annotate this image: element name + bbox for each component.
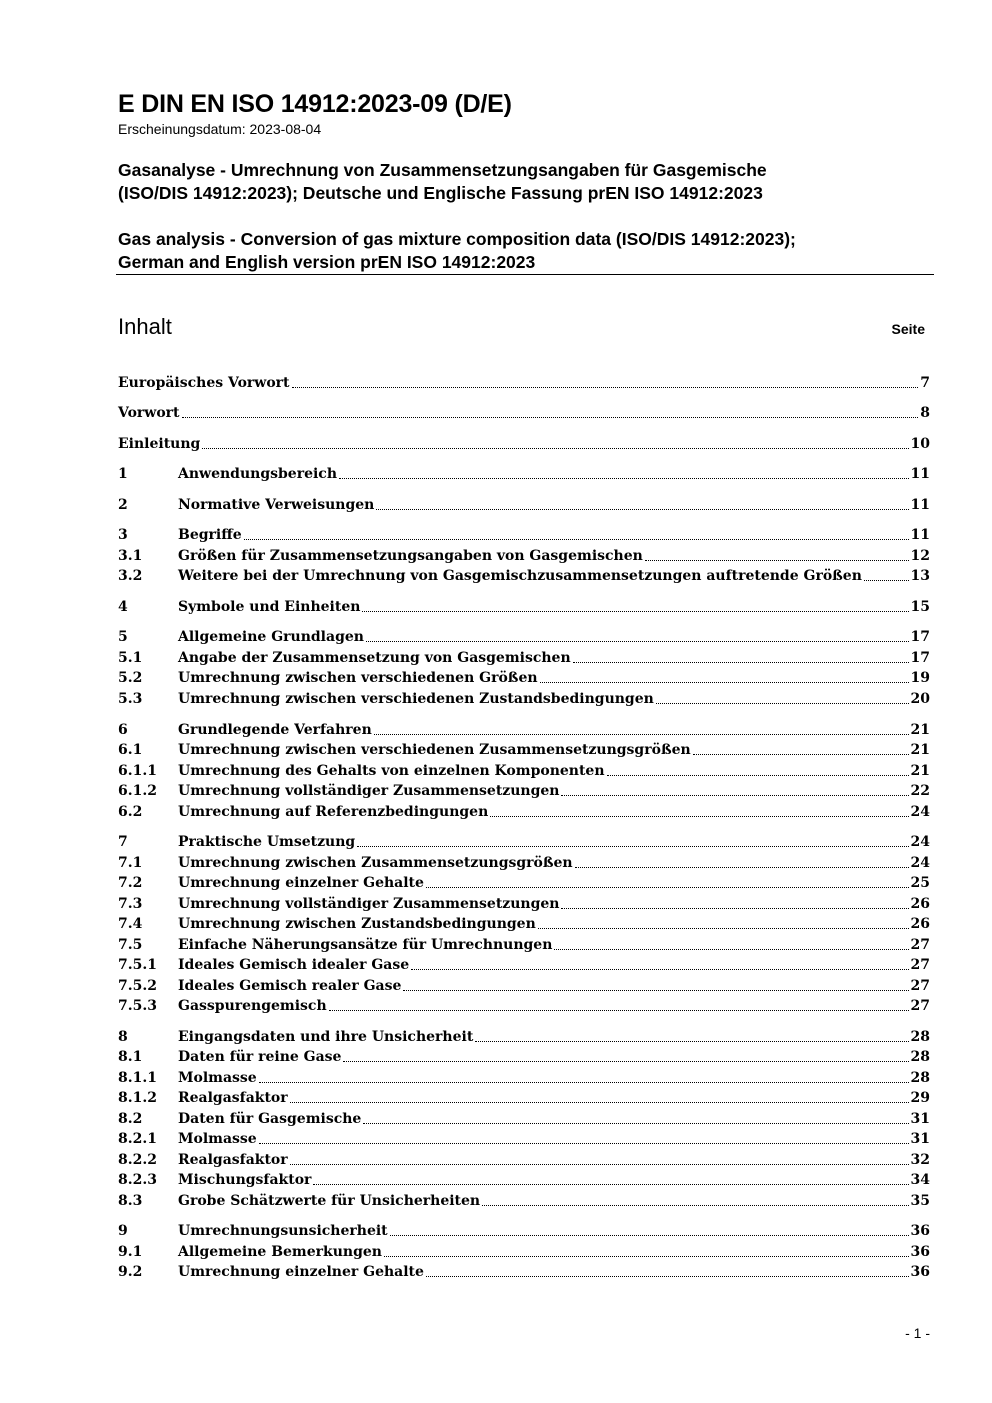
toc-entry-label: Weitere bei der Umrechnung von Gasgemischzusammensetzungen auftretende Größen	[178, 568, 862, 584]
toc-entry[interactable]	[118, 995, 930, 1015]
toc-entry-label: Allgemeine Bemerkungen	[178, 1244, 382, 1260]
toc-entry-number: 8.3	[118, 1193, 143, 1209]
toc-entry-number: 8.2.1	[118, 1131, 157, 1147]
toc-entry-number: 5	[118, 629, 128, 645]
toc-dot-leader	[561, 908, 908, 909]
toc-entry-label: Eingangsdaten und ihre Unsicherheit	[178, 1029, 474, 1045]
toc-entry[interactable]	[118, 1026, 930, 1046]
toc-entry[interactable]	[118, 524, 930, 544]
toc-entry[interactable]	[118, 402, 930, 422]
toc-entry-label: Umrechnungsunsicherheit	[178, 1223, 388, 1239]
toc-entry-number: 8.2.3	[118, 1172, 157, 1188]
toc-dot-leader	[357, 846, 908, 847]
toc-entry-number: 7.3	[118, 896, 143, 912]
toc-dot-leader	[343, 1061, 908, 1062]
toc-dot-leader	[329, 1010, 909, 1011]
toc-entry-page: 27	[910, 937, 930, 953]
toc-dot-leader	[182, 417, 919, 418]
toc-entry-label: Umrechnung zwischen Zusammensetzungsgrößen	[178, 855, 573, 871]
toc-page-label: Seite	[891, 321, 925, 337]
title-german-line-1: Gasanalyse - Umrechnung von Zusammensetzungsangaben für Gasgemische	[118, 160, 767, 180]
toc-dot-leader	[482, 1205, 908, 1206]
toc-entry[interactable]	[118, 852, 930, 872]
toc-entry-number: 7.5.2	[118, 978, 157, 994]
toc-entry[interactable]	[118, 719, 930, 739]
toc-entry-page: 21	[910, 722, 930, 738]
toc-heading: Inhalt	[118, 314, 172, 339]
toc-entry[interactable]	[118, 934, 930, 954]
toc-entry-number: 8.1.1	[118, 1070, 157, 1086]
toc-dot-leader	[366, 641, 909, 642]
toc-entry[interactable]	[118, 1169, 930, 1189]
toc-entry-number: 7	[118, 834, 128, 850]
toc-dot-leader	[693, 754, 909, 755]
toc-entry-label: Umrechnung vollständiger Zusammensetzungen	[178, 896, 560, 912]
toc-entry-label: Ideales Gemisch realer Gase	[178, 978, 402, 994]
toc-dot-leader	[561, 795, 908, 796]
toc-entry-number: 3	[118, 527, 128, 543]
toc-entry-number: 6.1	[118, 742, 143, 758]
toc-dot-leader	[645, 560, 909, 561]
toc-entry-number: 8.2.2	[118, 1152, 157, 1168]
toc-entry-number: 7.5.1	[118, 957, 157, 973]
toc-entry-page: 26	[910, 916, 930, 932]
toc-entry-label: Daten für Gasgemische	[178, 1111, 362, 1127]
toc-entry-page: 36	[910, 1244, 930, 1260]
toc-entry-page: 27	[910, 978, 930, 994]
toc-dot-leader	[339, 478, 909, 479]
toc-entry-label: Umrechnung vollständiger Zusammensetzungen	[178, 783, 560, 799]
toc-entry-page: 27	[910, 957, 930, 973]
toc-dot-leader	[573, 662, 909, 663]
toc-entry-page: 7	[920, 375, 930, 391]
toc-entry-label: Umrechnung zwischen verschiedenen Zustandsbedingungen	[178, 691, 654, 707]
toc-entry[interactable]	[118, 372, 930, 392]
toc-entry-number: 8.1.2	[118, 1090, 157, 1106]
toc-entry-number: 2	[118, 497, 128, 513]
toc-entry-page: 28	[910, 1049, 930, 1065]
toc-entry-page: 21	[910, 742, 930, 758]
toc-entry-label: Mischungsfaktor	[178, 1172, 312, 1188]
toc-entry[interactable]	[118, 913, 930, 933]
toc-entry-number: 7.5	[118, 937, 143, 953]
toc-entry[interactable]	[118, 565, 930, 585]
toc-entry-page: 10	[910, 436, 930, 452]
toc-dot-leader	[376, 509, 908, 510]
toc-entry-number: 3.1	[118, 548, 143, 564]
toc-entry-label: Europäisches Vorwort	[118, 375, 290, 391]
toc-entry-number: 7.1	[118, 855, 143, 871]
toc-entry-page: 20	[910, 691, 930, 707]
toc-entry[interactable]	[118, 831, 930, 851]
title-english-line-1: Gas analysis - Conversion of gas mixture composition data (ISO/DIS 14912:2023);	[118, 229, 796, 249]
toc-entry-number: 8.1	[118, 1049, 143, 1065]
toc-entry-label: Grobe Schätzwerte für Unsicherheiten	[178, 1193, 481, 1209]
title-german-line-2: (ISO/DIS 14912:2023); Deutsche und Englische Fassung prEN ISO 14912:2023	[118, 183, 763, 203]
toc-dot-leader	[607, 775, 909, 776]
toc-entry-number: 8	[118, 1029, 128, 1045]
toc-entry-number: 9.1	[118, 1244, 143, 1260]
toc-entry[interactable]	[118, 1190, 930, 1210]
toc-entry-page: 24	[910, 834, 930, 850]
toc-entry-label: Allgemeine Grundlagen	[178, 629, 364, 645]
publication-date: Erscheinungsdatum: 2023-08-04	[118, 121, 322, 137]
toc-dot-leader	[259, 1082, 909, 1083]
toc-entry[interactable]	[118, 1241, 930, 1261]
toc-entry-label: Einfache Näherungsansätze für Umrechnungen	[178, 937, 553, 953]
toc-dot-leader	[575, 867, 909, 868]
toc-dot-leader	[538, 928, 909, 929]
toc-entry-label: Praktische Umsetzung	[178, 834, 356, 850]
toc-entry-label: Realgasfaktor	[178, 1152, 288, 1168]
toc-dot-leader	[244, 539, 909, 540]
toc-entry-label: Einleitung	[118, 436, 201, 452]
toc-entry-number: 3.2	[118, 568, 143, 584]
toc-entry-page: 29	[910, 1090, 930, 1106]
toc-dot-leader	[290, 1102, 909, 1103]
toc-entry-page: 24	[910, 804, 930, 820]
toc-dot-leader	[475, 1041, 908, 1042]
toc-entry-label: Umrechnung zwischen verschiedenen Zusammensetzungsgrößen	[178, 742, 691, 758]
toc-entry-page: 34	[910, 1172, 930, 1188]
toc-entry-label: Molmasse	[178, 1131, 257, 1147]
toc-entry[interactable]	[118, 1261, 930, 1281]
toc-entry-number: 7.2	[118, 875, 143, 891]
toc-entry[interactable]	[118, 1220, 930, 1240]
toc-entry-label: Ideales Gemisch idealer Gase	[178, 957, 410, 973]
toc-entry[interactable]	[118, 1149, 930, 1169]
toc-entry-page: 31	[910, 1131, 930, 1147]
toc-entry[interactable]	[118, 954, 930, 974]
toc-entry-label: Symbole und Einheiten	[178, 599, 361, 615]
toc-entry-label: Begriffe	[178, 527, 242, 543]
toc-dot-leader	[540, 682, 909, 683]
toc-entry-page: 17	[910, 650, 930, 666]
toc-dot-leader	[202, 448, 908, 449]
toc-entry-page: 32	[910, 1152, 930, 1168]
toc-entry[interactable]	[118, 739, 930, 759]
toc-entry-label: Anwendungsbereich	[178, 466, 337, 482]
toc-dot-leader	[864, 580, 909, 581]
toc-entry-label: Umrechnung zwischen verschiedenen Größen	[178, 670, 538, 686]
toc-entry-number: 6	[118, 722, 128, 738]
toc-entry-page: 28	[910, 1070, 930, 1086]
toc-entry-page: 8	[920, 405, 930, 421]
toc-entry-page: 24	[910, 855, 930, 871]
toc-entry-number: 5.1	[118, 650, 143, 666]
toc-entry-number: 6.2	[118, 804, 143, 820]
toc-entry-number: 7.4	[118, 916, 143, 932]
toc-entry-page: 31	[910, 1111, 930, 1127]
toc-entry[interactable]	[118, 1046, 930, 1066]
toc-dot-leader	[313, 1184, 908, 1185]
toc-entry-number: 5.3	[118, 691, 143, 707]
toc-entry[interactable]	[118, 433, 930, 453]
toc-entry-page: 36	[910, 1223, 930, 1239]
toc-entry-page: 11	[910, 497, 930, 513]
toc-dot-leader	[426, 887, 909, 888]
toc-entry-number: 4	[118, 599, 128, 615]
toc-dot-leader	[490, 816, 908, 817]
toc-dot-leader	[292, 387, 919, 388]
toc-entry-page: 21	[910, 763, 930, 779]
toc-entry[interactable]	[118, 1128, 930, 1148]
toc-entry-label: Größen für Zusammensetzungsangaben von Gasgemischen	[178, 548, 643, 564]
toc-entry[interactable]	[118, 801, 930, 821]
toc-entry-page: 11	[910, 527, 930, 543]
toc-entry-page: 28	[910, 1029, 930, 1045]
toc-entry[interactable]	[118, 1087, 930, 1107]
toc-dot-leader	[656, 703, 909, 704]
toc-entry-label: Normative Verweisungen	[178, 497, 375, 513]
toc-dot-leader	[403, 990, 908, 991]
toc-entry-label: Angabe der Zusammensetzung von Gasgemischen	[178, 650, 571, 666]
toc-entry-page: 19	[910, 670, 930, 686]
toc-dot-leader	[390, 1235, 909, 1236]
toc-entry-label: Molmasse	[178, 1070, 257, 1086]
toc-dot-leader	[290, 1164, 909, 1165]
toc-entry-label: Umrechnung einzelner Gehalte	[178, 1264, 424, 1280]
toc-entry-page: 17	[910, 629, 930, 645]
toc-entry[interactable]	[118, 1067, 930, 1087]
toc-entry-label: Umrechnung auf Referenzbedingungen	[178, 804, 489, 820]
toc-dot-leader	[362, 611, 908, 612]
toc-entry-page: 26	[910, 896, 930, 912]
toc-entry-page: 27	[910, 998, 930, 1014]
toc-entry-label: Gasspurengemisch	[178, 998, 327, 1014]
toc-entry-page: 15	[910, 599, 930, 615]
toc-entry[interactable]	[118, 760, 930, 780]
toc-entry-label: Daten für reine Gase	[178, 1049, 342, 1065]
toc-dot-leader	[363, 1123, 908, 1124]
toc-entry[interactable]	[118, 893, 930, 913]
header-divider	[116, 274, 934, 275]
toc-entry-page: 13	[910, 568, 930, 584]
toc-dot-leader	[374, 734, 909, 735]
toc-entry[interactable]	[118, 463, 930, 483]
toc-entry-number: 1	[118, 466, 128, 482]
toc-entry[interactable]	[118, 596, 930, 616]
toc-entry-page: 25	[910, 875, 930, 891]
toc-dot-leader	[554, 949, 908, 950]
toc-entry[interactable]	[118, 872, 930, 892]
toc-entry-page: 11	[910, 466, 930, 482]
toc-entry-number: 9	[118, 1223, 128, 1239]
toc-dot-leader	[384, 1256, 909, 1257]
toc-entry-number: 6.1.1	[118, 763, 157, 779]
page-number: - 1 -	[905, 1325, 930, 1341]
toc-entry-label: Vorwort	[118, 405, 180, 421]
toc-entry-number: 9.2	[118, 1264, 143, 1280]
toc-entry[interactable]	[118, 688, 930, 708]
toc-entry-page: 22	[910, 783, 930, 799]
toc-entry-page: 35	[910, 1193, 930, 1209]
toc-entry[interactable]	[118, 780, 930, 800]
toc-entry[interactable]	[118, 667, 930, 687]
toc-entry-label: Grundlegende Verfahren	[178, 722, 372, 738]
toc-entry-label: Realgasfaktor	[178, 1090, 288, 1106]
toc-entry-page: 12	[910, 548, 930, 564]
toc-entry-number: 7.5.3	[118, 998, 157, 1014]
toc-entry[interactable]	[118, 975, 930, 995]
toc-entry-number: 5.2	[118, 670, 143, 686]
toc-entry-label: Umrechnung zwischen Zustandsbedingungen	[178, 916, 536, 932]
toc-entry-label: Umrechnung einzelner Gehalte	[178, 875, 424, 891]
toc-entry-number: 6.1.2	[118, 783, 157, 799]
standard-designation: E DIN EN ISO 14912:2023-09 (D/E)	[118, 90, 512, 118]
toc-entry[interactable]	[118, 626, 930, 646]
toc-dot-leader	[411, 969, 908, 970]
title-english-line-2: German and English version prEN ISO 14912:2023	[118, 252, 536, 272]
toc-dot-leader	[259, 1143, 909, 1144]
toc-entry-page: 36	[910, 1264, 930, 1280]
toc-entry[interactable]	[118, 545, 930, 565]
toc-entry[interactable]	[118, 1108, 930, 1128]
toc-dot-leader	[426, 1276, 909, 1277]
toc-entry-label: Umrechnung des Gehalts von einzelnen Komponenten	[178, 763, 605, 779]
toc-entry-number: 8.2	[118, 1111, 143, 1127]
toc-entry[interactable]	[118, 647, 930, 667]
toc-entry[interactable]	[118, 494, 930, 514]
